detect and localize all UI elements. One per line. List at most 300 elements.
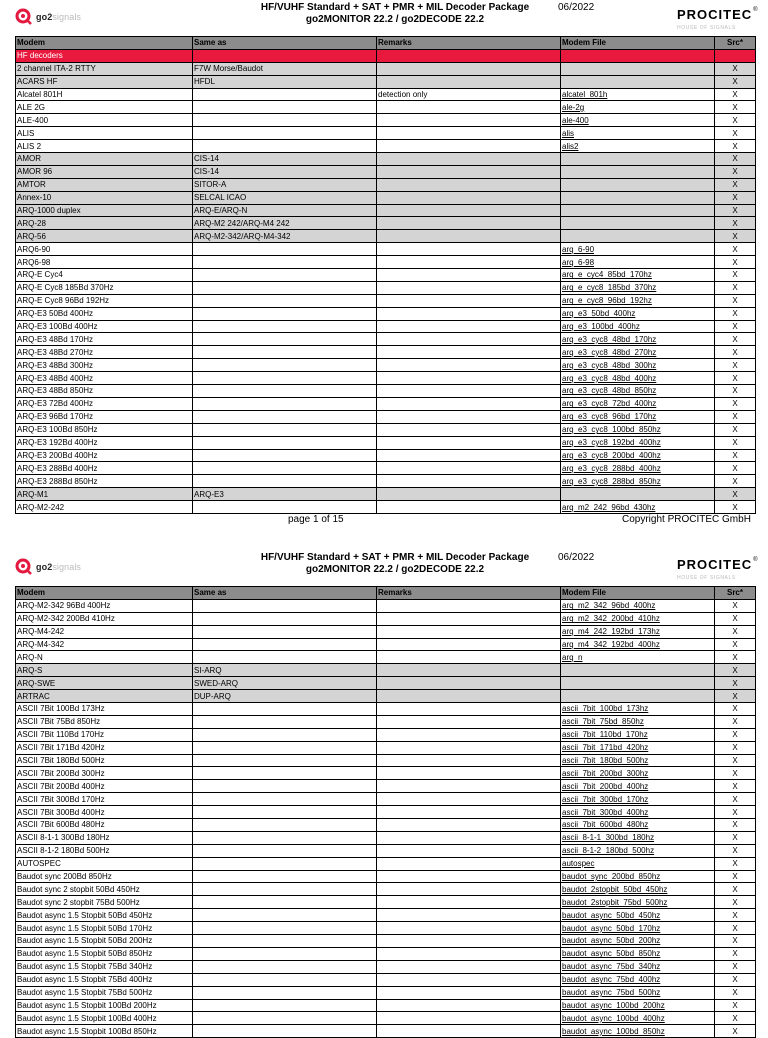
cell-modem-file <box>561 75 715 88</box>
cell-modem-file <box>561 690 715 703</box>
cell-remarks <box>377 217 561 230</box>
cell-modem-file: arq_e3_cyc8_48bd_170hz <box>561 333 715 346</box>
cell-modem-file: arq_e3_cyc8_200bd_400hz <box>561 449 715 462</box>
cell-src: X <box>715 204 756 217</box>
cell-same-as <box>193 922 377 935</box>
cell-src: X <box>715 75 756 88</box>
cell-modem: ASCII 7Bit 75Bd 850Hz <box>16 715 193 728</box>
cell-modem: ARQ-M2-342 96Bd 400Hz <box>16 599 193 612</box>
cell-modem-file <box>561 178 715 191</box>
cell-modem: ARQ-E3 48Bd 170Hz <box>16 333 193 346</box>
table-row <box>16 114 756 127</box>
table-row <box>16 909 756 922</box>
cell-modem: Baudot sync 2 stopbit 50Bd 450Hz <box>16 883 193 896</box>
table-row <box>16 741 756 754</box>
cell-modem: ASCII 7Bit 200Bd 300Hz <box>16 767 193 780</box>
cell-remarks <box>377 501 561 514</box>
cell-src: X <box>715 462 756 475</box>
table-row <box>16 1025 756 1038</box>
cell-modem-file <box>561 230 715 243</box>
cell-modem-file: baudot_async_100bd_200hz <box>561 999 715 1012</box>
table-row <box>16 819 756 832</box>
cell-same-as <box>193 625 377 638</box>
cell-modem: ARQ-E3 200Bd 400Hz <box>16 449 193 462</box>
cell-modem-file: arq_e3_cyc8_288bd_400hz <box>561 462 715 475</box>
cell-remarks <box>377 475 561 488</box>
table-row <box>16 294 756 307</box>
cell-same-as <box>193 857 377 870</box>
cell-modem-file <box>561 664 715 677</box>
cell-same-as <box>193 947 377 960</box>
cell-modem: ARQ-E3 50Bd 400Hz <box>16 307 193 320</box>
table-row <box>16 75 756 88</box>
cell-modem-file: arq_e3_cyc8_192bd_400hz <box>561 436 715 449</box>
cell-src: X <box>715 999 756 1012</box>
cell-same-as <box>193 346 377 359</box>
cell-src: X <box>715 501 756 514</box>
table-row <box>16 612 756 625</box>
cell-src: X <box>715 651 756 664</box>
cell-modem-file: baudot_2stopbit_75bd_500hz <box>561 896 715 909</box>
cell-src: X <box>715 754 756 767</box>
table-row <box>16 410 756 423</box>
cell-src: X <box>715 638 756 651</box>
table-row <box>16 999 756 1012</box>
cell-remarks <box>377 690 561 703</box>
cell-same-as <box>193 819 377 832</box>
cell-same-as <box>193 780 377 793</box>
cell-modem: ASCII 7Bit 100Bd 173Hz <box>16 703 193 716</box>
cell-remarks <box>377 935 561 948</box>
cell-src: X <box>715 741 756 754</box>
cell-modem-file: arq_e3_100bd_400hz <box>561 320 715 333</box>
cell-remarks <box>377 664 561 677</box>
table-row <box>16 307 756 320</box>
cell-src: X <box>715 436 756 449</box>
table-row <box>16 960 756 973</box>
cell-remarks <box>377 947 561 960</box>
table-row <box>16 715 756 728</box>
cell-src: X <box>715 320 756 333</box>
cell-remarks <box>377 397 561 410</box>
cell-modem-file: baudot_async_50bd_200hz <box>561 935 715 948</box>
procitec-logo <box>677 7 758 22</box>
table-row <box>16 664 756 677</box>
col-header-src: Src* <box>715 587 756 600</box>
table-row <box>16 754 756 767</box>
cell-src: X <box>715 243 756 256</box>
cell-modem: ARQ-E3 192Bd 400Hz <box>16 436 193 449</box>
cell-modem: Baudot async 1.5 Stopbit 75Bd 400Hz <box>16 973 193 986</box>
cell-same-as <box>193 372 377 385</box>
cell-modem-file: baudot_async_75bd_400hz <box>561 973 715 986</box>
cell-modem: ACARS HF <box>16 75 193 88</box>
cell-modem: ARQ-M2-242 <box>16 501 193 514</box>
cell-modem-file: ascii_7bit_171bd_420hz <box>561 741 715 754</box>
cell-modem-file: ascii_7bit_100bd_173hz <box>561 703 715 716</box>
cell-remarks <box>377 612 561 625</box>
cell-src: X <box>715 178 756 191</box>
cell-src: X <box>715 806 756 819</box>
table-row <box>16 217 756 230</box>
table-row <box>16 140 756 153</box>
col-header-remarks: Remarks <box>377 587 561 600</box>
table-row <box>16 191 756 204</box>
cell-modem: ARQ-E3 288Bd 400Hz <box>16 462 193 475</box>
cell-src: X <box>715 780 756 793</box>
cell-modem: ARQ-E3 288Bd 850Hz <box>16 475 193 488</box>
cell-modem-file: arq_e_cyc8_96bd_192hz <box>561 294 715 307</box>
cell-remarks <box>377 75 561 88</box>
cell-src: X <box>715 767 756 780</box>
cell-modem-file: autospec <box>561 857 715 870</box>
table-row <box>16 690 756 703</box>
cell-modem: Baudot async 1.5 Stopbit 50Bd 850Hz <box>16 947 193 960</box>
cell-modem-file: baudot_async_50bd_170hz <box>561 922 715 935</box>
cell-modem-file: alis <box>561 127 715 140</box>
cell-remarks <box>377 741 561 754</box>
cell-remarks <box>377 436 561 449</box>
cell-src: X <box>715 397 756 410</box>
cell-same-as <box>193 385 377 398</box>
table-row <box>16 256 756 269</box>
cell-modem: Baudot async 1.5 Stopbit 100Bd 200Hz <box>16 999 193 1012</box>
cell-modem: Annex-10 <box>16 191 193 204</box>
cell-modem: ARQ6-90 <box>16 243 193 256</box>
table-row <box>16 475 756 488</box>
cell-modem-file: ascii_7bit_75bd_850hz <box>561 715 715 728</box>
cell-modem-file: arq_6-90 <box>561 243 715 256</box>
cell-src: X <box>715 831 756 844</box>
cell-same-as <box>193 1012 377 1025</box>
cell-same-as: SWED-ARQ <box>193 677 377 690</box>
cell-modem: ALE-400 <box>16 114 193 127</box>
cell-src: X <box>715 385 756 398</box>
cell-same-as <box>193 462 377 475</box>
table-row <box>16 165 756 178</box>
cell-modem: Baudot async 1.5 Stopbit 100Bd 400Hz <box>16 1012 193 1025</box>
cell-modem-file: baudot_async_50bd_450hz <box>561 909 715 922</box>
page-header <box>0 0 768 36</box>
cell-src: X <box>715 153 756 166</box>
cell-remarks <box>377 320 561 333</box>
cell-modem-file: arq_e3_cyc8_48bd_270hz <box>561 346 715 359</box>
cell-remarks <box>377 793 561 806</box>
cell-same-as <box>193 423 377 436</box>
cell-remarks <box>377 754 561 767</box>
cell-modem: ASCII 8-1-1 300Bd 180Hz <box>16 831 193 844</box>
cell-same-as <box>193 475 377 488</box>
table-row <box>16 793 756 806</box>
cell-src: X <box>715 935 756 948</box>
cell-modem-file <box>561 62 715 75</box>
cell-same-as <box>193 767 377 780</box>
table-row <box>16 372 756 385</box>
cell-same-as <box>193 935 377 948</box>
cell-same-as <box>193 333 377 346</box>
cell-src: X <box>715 101 756 114</box>
go2signals-logo <box>15 8 81 25</box>
col-header-modem-file: Modem File <box>561 587 715 600</box>
table-row <box>16 599 756 612</box>
cell-modem-file: baudot_async_50bd_850hz <box>561 947 715 960</box>
cell-same-as <box>193 307 377 320</box>
procitec-tagline: HOUSE OF SIGNALS <box>677 575 736 581</box>
cell-modem: Baudot async 1.5 Stopbit 50Bd 450Hz <box>16 909 193 922</box>
cell-src: X <box>715 960 756 973</box>
cell-modem: ARQ-M1 <box>16 488 193 501</box>
table-row <box>16 101 756 114</box>
cell-modem-file: arq_e3_cyc8_48bd_300hz <box>561 359 715 372</box>
cell-modem-file <box>561 488 715 501</box>
cell-same-as <box>193 1025 377 1038</box>
table-row <box>16 281 756 294</box>
cell-modem-file: ascii_7bit_200bd_300hz <box>561 767 715 780</box>
cell-src: X <box>715 909 756 922</box>
cell-src: X <box>715 599 756 612</box>
cell-modem-file <box>561 49 715 62</box>
table-row <box>16 49 756 62</box>
cell-modem: Baudot async 1.5 Stopbit 75Bd 340Hz <box>16 960 193 973</box>
cell-modem: ARQ-56 <box>16 230 193 243</box>
go2signals-logo <box>15 558 81 575</box>
cell-modem-file: ascii_7bit_180bd_500hz <box>561 754 715 767</box>
document-date: 06/2022 <box>558 2 595 13</box>
cell-modem: ARQ-S <box>16 664 193 677</box>
cell-remarks <box>377 831 561 844</box>
registered-mark: ® <box>753 7 758 13</box>
col-header-modem: Modem <box>16 37 193 50</box>
cell-modem-file: ale-400 <box>561 114 715 127</box>
table-row <box>16 204 756 217</box>
table-row <box>16 947 756 960</box>
cell-modem-file <box>561 217 715 230</box>
cell-modem: ASCII 7Bit 171Bd 420Hz <box>16 741 193 754</box>
cell-modem: AMTOR <box>16 178 193 191</box>
title-line-1: HF/VUHF Standard + SAT + PMR + MIL Decoder Package <box>260 2 530 13</box>
cell-src: X <box>715 703 756 716</box>
cell-same-as <box>193 806 377 819</box>
cell-remarks <box>377 307 561 320</box>
cell-src: X <box>715 217 756 230</box>
cell-remarks <box>377 960 561 973</box>
cell-remarks <box>377 178 561 191</box>
cell-modem: ARQ6-98 <box>16 256 193 269</box>
cell-same-as <box>193 728 377 741</box>
cell-remarks <box>377 204 561 217</box>
cell-same-as <box>193 140 377 153</box>
cell-modem-file: arq_e3_cyc8_96bd_170hz <box>561 410 715 423</box>
cell-modem-file: baudot_async_75bd_500hz <box>561 986 715 999</box>
cell-same-as <box>193 651 377 664</box>
table-row <box>16 831 756 844</box>
cell-src: X <box>715 140 756 153</box>
cell-modem-file: arq_e3_cyc8_48bd_400hz <box>561 372 715 385</box>
cell-remarks <box>377 857 561 870</box>
cell-src: X <box>715 359 756 372</box>
cell-modem: ASCII 7Bit 300Bd 400Hz <box>16 806 193 819</box>
table-row <box>16 935 756 948</box>
cell-same-as: SITOR-A <box>193 178 377 191</box>
cell-src: X <box>715 677 756 690</box>
cell-same-as <box>193 960 377 973</box>
cell-modem: ALIS <box>16 127 193 140</box>
cell-src: X <box>715 346 756 359</box>
cell-modem: ARQ-E3 100Bd 850Hz <box>16 423 193 436</box>
title-line-1: HF/VUHF Standard + SAT + PMR + MIL Decoder Package <box>260 552 530 563</box>
cell-modem: ALIS 2 <box>16 140 193 153</box>
cell-same-as <box>193 793 377 806</box>
cell-same-as <box>193 281 377 294</box>
table-row <box>16 651 756 664</box>
table-row <box>16 436 756 449</box>
cell-remarks <box>377 410 561 423</box>
cell-modem: ARQ-1000 duplex <box>16 204 193 217</box>
table-row <box>16 346 756 359</box>
cell-modem: ARQ-E3 72Bd 400Hz <box>16 397 193 410</box>
table-row <box>16 488 756 501</box>
cell-remarks <box>377 269 561 282</box>
cell-remarks <box>377 1025 561 1038</box>
cell-modem: ARQ-E Cyc4 <box>16 269 193 282</box>
cell-src: X <box>715 896 756 909</box>
cell-remarks <box>377 153 561 166</box>
col-header-same-as: Same as <box>193 37 377 50</box>
table-row <box>16 320 756 333</box>
table-row <box>16 385 756 398</box>
cell-modem: ASCII 7Bit 600Bd 480Hz <box>16 819 193 832</box>
cell-same-as <box>193 741 377 754</box>
table-row <box>16 677 756 690</box>
document-title <box>230 2 560 26</box>
table-row <box>16 896 756 909</box>
cell-modem: ARQ-E3 48Bd 850Hz <box>16 385 193 398</box>
cell-remarks <box>377 333 561 346</box>
cell-src: X <box>715 973 756 986</box>
cell-remarks <box>377 1012 561 1025</box>
cell-same-as: SELCAL ICAO <box>193 191 377 204</box>
cell-modem: Alcatel 801H <box>16 88 193 101</box>
cell-remarks <box>377 359 561 372</box>
cell-modem: 2 channel ITA-2 RTTY <box>16 62 193 75</box>
col-header-modem: Modem <box>16 587 193 600</box>
cell-modem: Baudot async 1.5 Stopbit 50Bd 200Hz <box>16 935 193 948</box>
cell-modem-file: arq_e_cyc8_185bd_370hz <box>561 281 715 294</box>
cell-remarks <box>377 488 561 501</box>
cell-same-as <box>193 127 377 140</box>
procitec-brand: PROCITEC <box>677 7 753 22</box>
table-row <box>16 780 756 793</box>
logo-text-light: signals <box>52 11 82 22</box>
cell-src: X <box>715 922 756 935</box>
cell-src: X <box>715 127 756 140</box>
cell-src: X <box>715 281 756 294</box>
cell-same-as: SI-ARQ <box>193 664 377 677</box>
cell-modem: ARQ-E Cyc8 96Bd 192Hz <box>16 294 193 307</box>
cell-remarks: detection only <box>377 88 561 101</box>
registered-mark: ® <box>753 557 758 563</box>
cell-same-as <box>193 754 377 767</box>
cell-remarks <box>377 462 561 475</box>
cell-same-as <box>193 896 377 909</box>
modem-table <box>15 586 756 1038</box>
table-row <box>16 986 756 999</box>
cell-same-as: ARQ-E3 <box>193 488 377 501</box>
table-row <box>16 625 756 638</box>
table-row <box>16 870 756 883</box>
cell-same-as <box>193 999 377 1012</box>
cell-modem: Baudot async 1.5 Stopbit 75Bd 500Hz <box>16 986 193 999</box>
cell-modem-file: baudot_2stopbit_50bd_450hz <box>561 883 715 896</box>
cell-same-as: CIS-14 <box>193 165 377 178</box>
cell-modem: ARQ-28 <box>16 217 193 230</box>
cell-remarks <box>377 114 561 127</box>
cell-same-as <box>193 973 377 986</box>
cell-src: X <box>715 294 756 307</box>
cell-src: X <box>715 333 756 346</box>
table-row <box>16 844 756 857</box>
cell-modem-file: arq_e3_cyc8_48bd_850hz <box>561 385 715 398</box>
cell-remarks <box>377 243 561 256</box>
table-row <box>16 423 756 436</box>
cell-remarks <box>377 127 561 140</box>
table-row <box>16 638 756 651</box>
cell-modem: AMOR 96 <box>16 165 193 178</box>
cell-same-as <box>193 359 377 372</box>
col-header-modem-file: Modem File <box>561 37 715 50</box>
cell-remarks <box>377 728 561 741</box>
cell-modem: ALE 2G <box>16 101 193 114</box>
table-row <box>16 449 756 462</box>
table-row <box>16 359 756 372</box>
cell-modem: ASCII 7Bit 110Bd 170Hz <box>16 728 193 741</box>
table-body <box>16 599 756 1037</box>
table-row <box>16 230 756 243</box>
cell-src: X <box>715 986 756 999</box>
cell-src: X <box>715 372 756 385</box>
cell-remarks <box>377 715 561 728</box>
cell-modem-file: arq_m4_242_192bd_173hz <box>561 625 715 638</box>
cell-src: X <box>715 728 756 741</box>
cell-modem: AUTOSPEC <box>16 857 193 870</box>
cell-remarks <box>377 973 561 986</box>
table-row <box>16 88 756 101</box>
cell-remarks <box>377 191 561 204</box>
table-row <box>16 462 756 475</box>
cell-remarks <box>377 922 561 935</box>
cell-modem-file: ale-2g <box>561 101 715 114</box>
cell-modem-file: arq_m2_242_96bd_430hz <box>561 501 715 514</box>
page-number: page 1 of 15 <box>288 514 344 525</box>
cell-same-as <box>193 320 377 333</box>
cell-modem-file: baudot_async_100bd_400hz <box>561 1012 715 1025</box>
title-line-2: go2MONITOR 22.2 / go2DECODE 22.2 <box>305 14 485 25</box>
cell-same-as <box>193 715 377 728</box>
cell-same-as <box>193 638 377 651</box>
cell-remarks <box>377 844 561 857</box>
cell-modem-file: arq_e3_50bd_400hz <box>561 307 715 320</box>
cell-modem: Baudot sync 200Bd 850Hz <box>16 870 193 883</box>
cell-same-as <box>193 703 377 716</box>
table-row <box>16 333 756 346</box>
copyright: Copyright PROCITEC GmbH <box>622 514 751 525</box>
cell-remarks <box>377 677 561 690</box>
cell-src <box>715 49 756 62</box>
table-row <box>16 1012 756 1025</box>
cell-modem: ARQ-M4-342 <box>16 638 193 651</box>
table-header <box>16 37 756 50</box>
cell-modem-file: baudot_sync_200bd_850hz <box>561 870 715 883</box>
